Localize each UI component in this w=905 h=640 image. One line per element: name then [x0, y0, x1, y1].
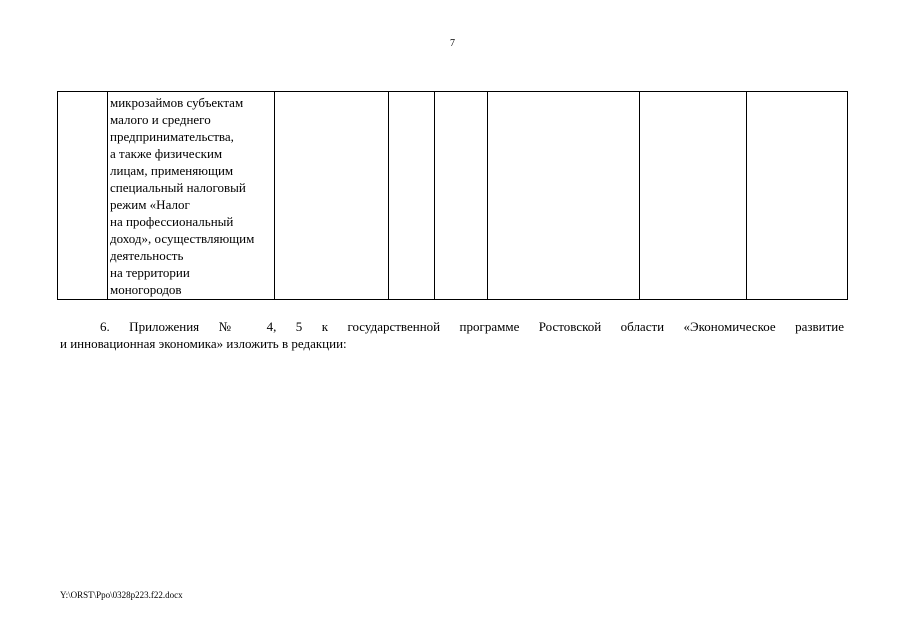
description-line: предпринимательства, — [110, 129, 234, 144]
description-line: на профессиональный — [110, 214, 234, 229]
page-number: 7 — [450, 38, 455, 49]
body-paragraph — [60, 318, 844, 352]
paragraph-line-2: и инновационная экономика» изложить в редакции: — [60, 336, 347, 351]
table-cell-description — [108, 92, 275, 300]
table-cell-empty — [640, 92, 747, 300]
description-line: на территории — [110, 265, 190, 280]
description-line: доход», осуществляющим — [110, 231, 255, 246]
table-cell-empty — [747, 92, 848, 300]
document-table — [57, 91, 848, 300]
description-line: деятельность — [110, 248, 184, 263]
description-line: микрозаймов субъектам — [110, 95, 244, 110]
description-line: малого и среднего — [110, 112, 211, 127]
table-cell-empty — [389, 92, 435, 300]
description-text — [108, 92, 274, 298]
table-cell-number — [58, 92, 108, 300]
description-line: лицам, применяющим — [110, 163, 234, 178]
table-row — [58, 92, 848, 300]
description-line: специальный налоговый — [110, 180, 246, 195]
description-line: моногородов — [110, 282, 182, 297]
table-cell-empty — [275, 92, 389, 300]
footer-file-path: Y:\ORST\Ppo\0328p223.f22.docx — [60, 590, 183, 600]
description-line: а также физическим — [110, 146, 223, 161]
description-line: режим «Налог — [110, 197, 190, 212]
table-cell-empty — [488, 92, 640, 300]
paragraph-line-1: 6. Приложения № 4, 5 к государственной программе Ростовской области «Экономическое развитие — [100, 319, 844, 334]
table-cell-empty — [435, 92, 488, 300]
